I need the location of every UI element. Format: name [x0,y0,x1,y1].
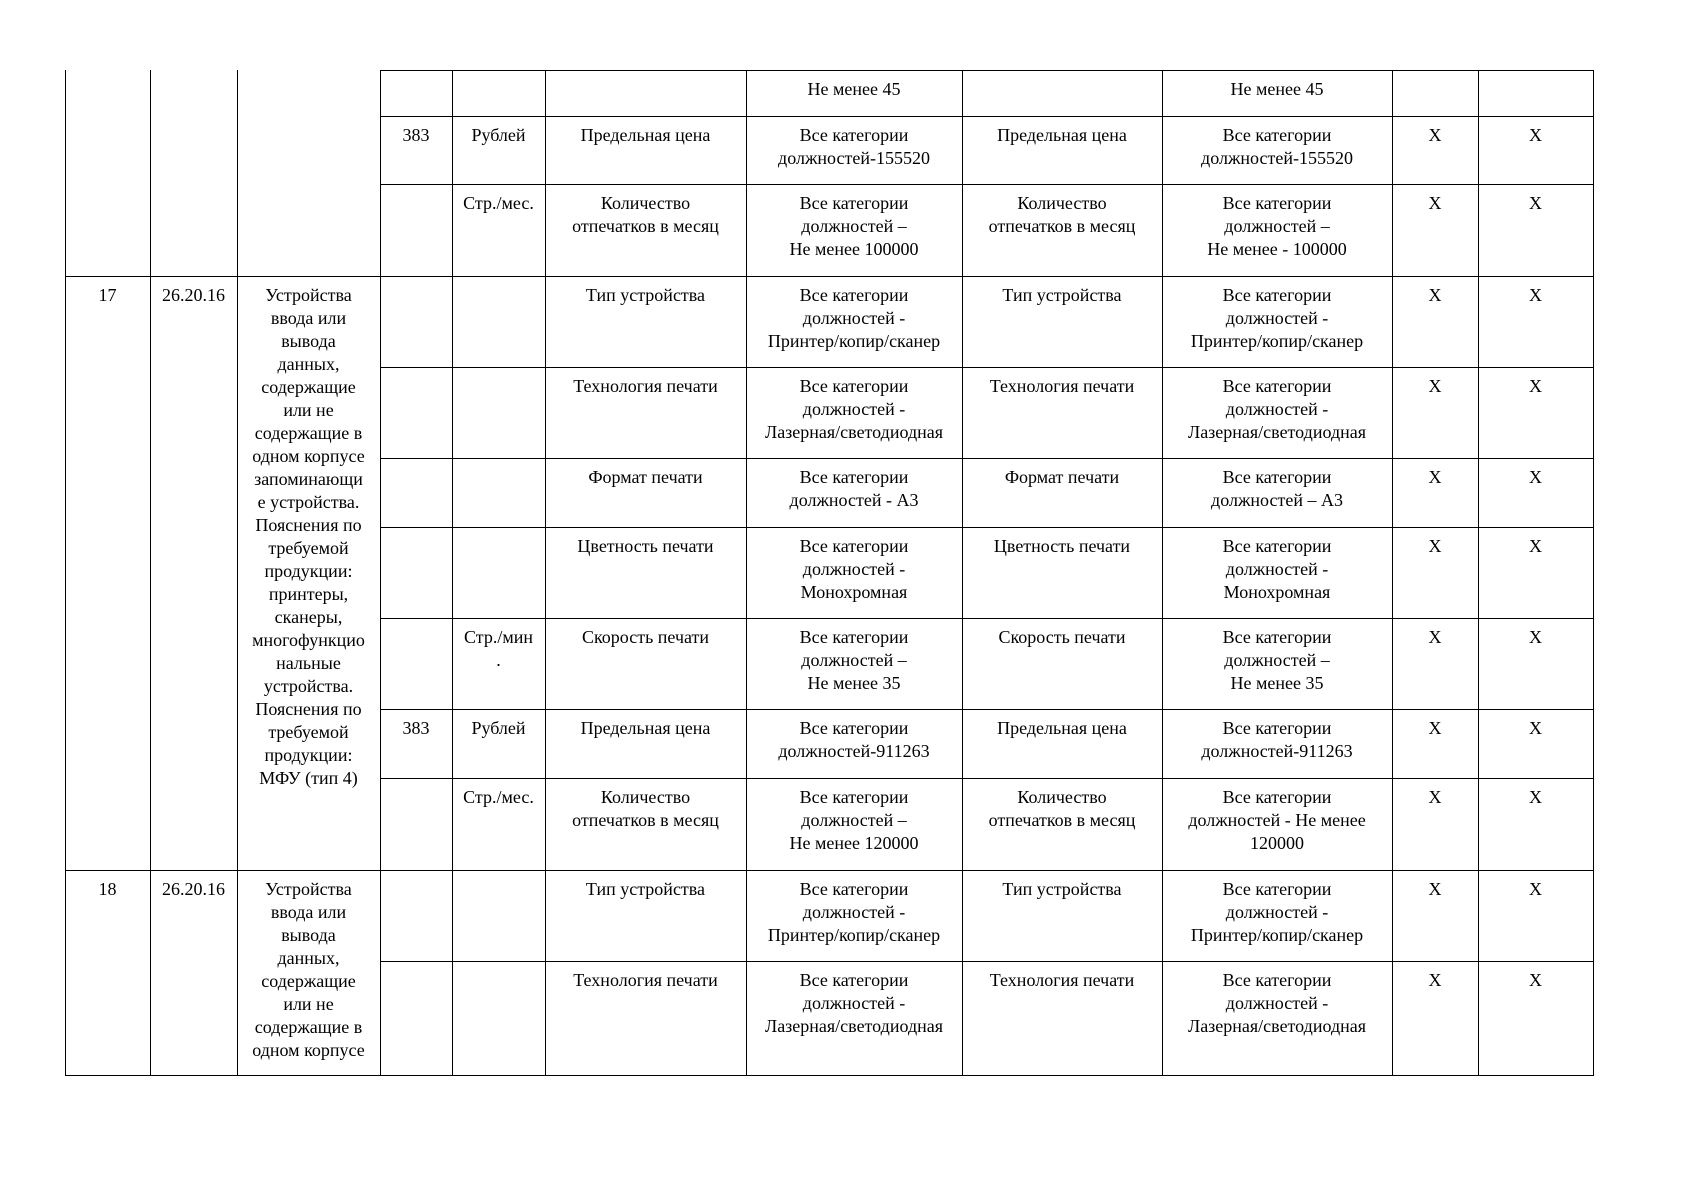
cell-name2: Тип устройства [1002,879,1122,899]
cell-unit: Стр./мес. [463,193,534,213]
cell-val2: Все категории должностей – А3 [1211,467,1343,510]
cell-name: Технология печати [573,376,718,396]
cell-val1: Все категории должностей - Монохромная [799,536,909,602]
cell-val1: Все категории должностей - Лазерная/светодиодная [764,970,943,1036]
cell-name: Тип устройства [585,285,706,305]
cell-x2: X [1529,970,1542,990]
cell-code: 383 [402,125,430,145]
cell-name: Формат печати [588,467,703,487]
table-col-border [150,70,151,1076]
cell-row-number: 18 [98,879,117,899]
table-row-border [380,367,1594,368]
cell-name2: Технология печати [989,376,1135,396]
cell-unit: Рублей [471,718,526,738]
cell-name: Количество отпечатков в месяц [572,193,719,236]
group-border [65,1075,381,1076]
cell-row-number: 17 [98,285,117,305]
cell-val1: Все категории должностей - Принтер/копир/сканер [767,285,941,351]
cell-x1: X [1428,193,1442,213]
cell-x2: X [1529,879,1542,899]
cell-val2: Все категории должностей - Лазерная/светодиодная [1187,376,1366,442]
cell-unit: Стр./мин . [463,627,533,670]
table-row-border [380,778,1594,779]
table-row-border [380,961,1594,962]
table-col-border [65,70,66,1076]
cell-x1: X [1428,718,1442,738]
table-row-border [380,870,1594,871]
cell-x2: X [1529,787,1542,807]
cell-product-name: Устройства ввода или вывода данных, содержащие или не содержащие в одном корпусе запоминающи е устройства. Пояснения по требуемой продукции: принтеры, сканеры, многофункцио нальные устройства. Пояснения по требуемой продукции: МФУ (тип 4) [252,285,365,788]
table-row-border [380,276,1594,277]
cell-name2: Предельная цена [997,718,1127,738]
cell-x1: X [1428,970,1442,990]
table-row-border [380,527,1594,528]
table-row-border [380,709,1594,710]
cell-name: Предельная цена [580,125,711,145]
cell-val1: Все категории должностей-911263 [778,718,930,761]
table-col-border [380,70,381,1076]
table-row-border [380,618,1594,619]
cell-code: 383 [402,718,430,738]
table-row-border [380,116,1594,117]
cell-name: Цветность печати [577,536,714,556]
cell-name2: Скорость печати [998,627,1126,647]
cell-val2: Все категории должностей - Лазерная/светодиодная [1187,970,1366,1036]
cell-val1: Не менее 45 [807,79,901,99]
cell-name2: Технология печати [989,970,1135,990]
table-row-border [380,70,1594,71]
cell-val1: Все категории должностей – Не менее 35 [799,627,909,693]
cell-name: Скорость печати [581,627,710,647]
cell-x1: X [1428,125,1442,145]
group-border [65,276,381,277]
cell-val2: Все категории должностей – Не менее - 100000 [1207,193,1347,259]
table-row-border [380,458,1594,459]
cell-x1: X [1428,467,1442,487]
cell-name: Количество отпечатков в месяц [572,787,719,830]
cell-x1: X [1428,627,1442,647]
cell-name2: Тип устройства [1002,285,1122,305]
cell-val1: Все категории должностей – Не менее 100000 [789,193,919,259]
cell-name: Технология печати [573,970,718,990]
cell-x2: X [1529,718,1542,738]
cell-name2: Количество отпечатков в месяц [988,787,1136,830]
cell-val2: Все категории должностей-911263 [1201,718,1353,761]
cell-val2: Все категории должностей - Принтер/копир/сканер [1190,285,1364,351]
cell-okpd2-code: 26.20.16 [162,285,225,305]
cell-val1: Все категории должностей - А3 [789,467,919,510]
cell-val1: Все категории должностей - Принтер/копир/сканер [767,879,941,945]
cell-name: Предельная цена [580,718,711,738]
cell-name2: Количество отпечатков в месяц [988,193,1136,236]
cell-x2: X [1529,193,1542,213]
cell-x1: X [1428,285,1442,305]
cell-val2: Все категории должностей-155520 [1201,125,1353,168]
cell-val1: Все категории должностей-155520 [778,125,930,168]
cell-x2: X [1529,467,1542,487]
table-row-border [380,184,1594,185]
cell-val1: Все категории должностей – Не менее 120000 [789,787,919,853]
cell-product-name: Устройства ввода или вывода данных, содержащие или не содержащие в одном корпусе [252,879,365,1060]
cell-val2: Все категории должностей - Принтер/копир/сканер [1190,879,1364,945]
cell-x1: X [1428,879,1442,899]
cell-x2: X [1529,125,1542,145]
table-col-border [1478,70,1479,1076]
cell-val1: Все категории должностей - Лазерная/светодиодная [764,376,943,442]
cell-val2: Все категории должностей – Не менее 35 [1222,627,1332,693]
cell-x2: X [1529,627,1542,647]
cell-x2: X [1529,376,1542,396]
table-row-border [380,1075,1594,1076]
table-col-border [1392,70,1393,1076]
cell-name2: Цветность печати [993,536,1131,556]
cell-name2: Формат печати [1004,467,1120,487]
cell-x1: X [1428,536,1442,556]
table-col-border [452,70,453,1076]
cell-x1: X [1428,376,1442,396]
cell-x1: X [1428,787,1442,807]
cell-name: Тип устройства [585,879,706,899]
group-border [65,870,381,871]
cell-val2: Все категории должностей - Не менее 120000 [1188,787,1366,853]
cell-val2: Все категории должностей - Монохромная [1222,536,1332,602]
table-col-border [1593,70,1594,1076]
cell-val2: Не менее 45 [1230,79,1324,99]
cell-x2: X [1529,285,1542,305]
cell-unit: Стр./мес. [463,787,534,807]
cell-okpd2-code: 26.20.16 [162,879,225,899]
cell-name2: Предельная цена [997,125,1127,145]
cell-x2: X [1529,536,1542,556]
cell-unit: Рублей [471,125,526,145]
